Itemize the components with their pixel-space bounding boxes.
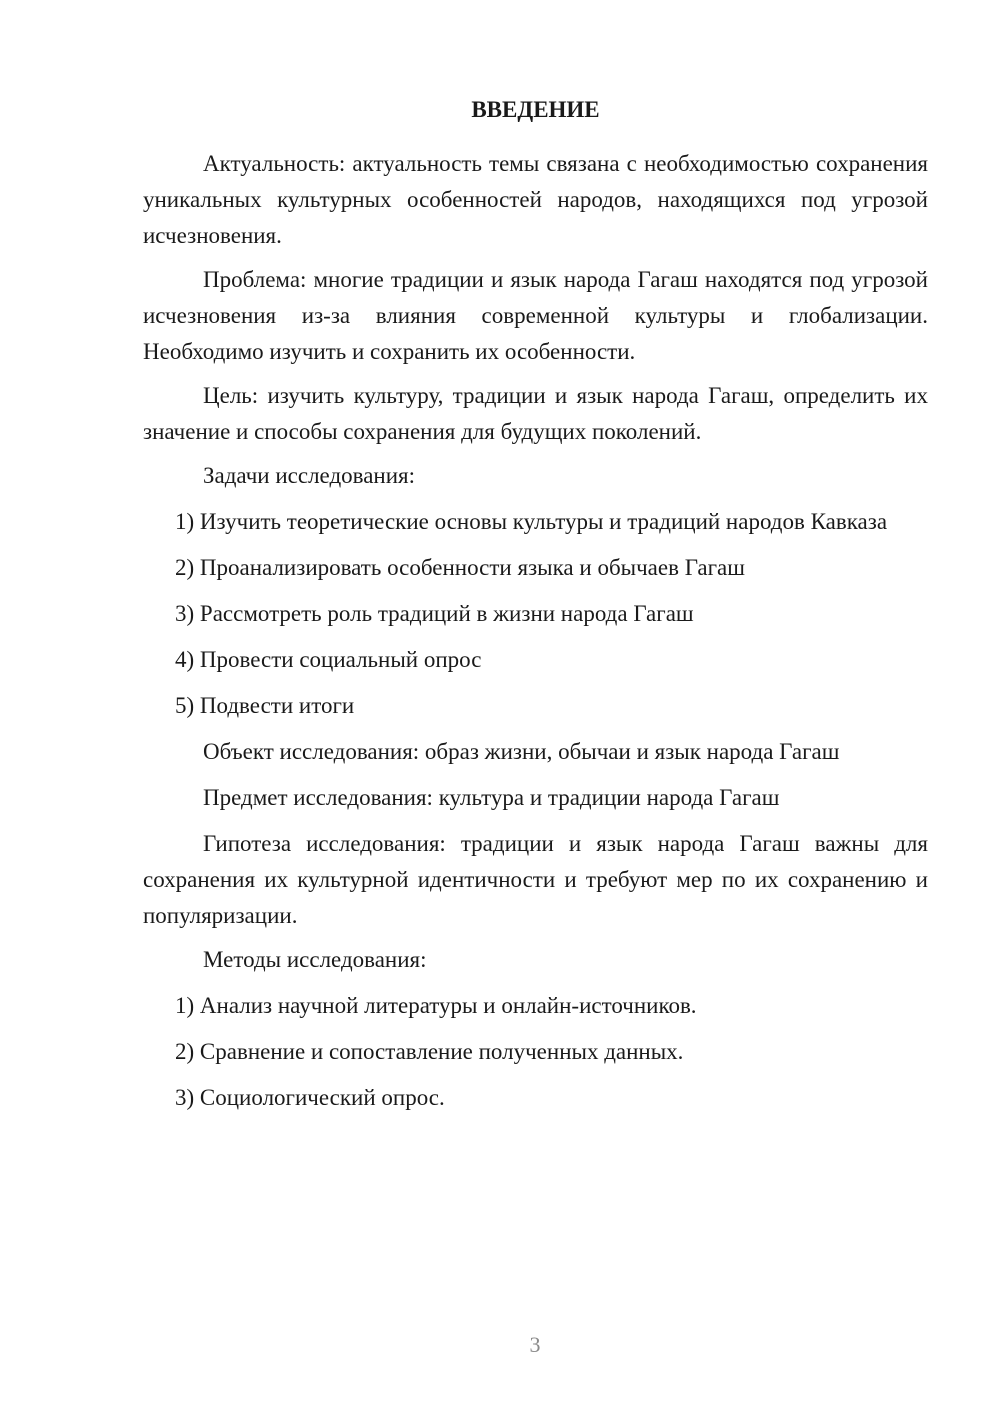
tasks-heading: Задачи исследования: <box>203 463 416 488</box>
hypothesis-paragraph: Гипотеза исследования: традиции и язык народа Гагаш важны для сохранения их культурной идентичности и требуют мер по их сохранению и популяризации. <box>143 831 928 928</box>
task-item: 2) Проанализировать особенности языка и обычаев Гагаш <box>175 555 745 580</box>
goal-paragraph: Цель: изучить культуру, традиции и язык народа Гагаш, определить их значение и способы сохранения для будущих поколений. <box>143 383 928 444</box>
task-item: 1) Изучить теоретические основы культуры и традиций народов Кавказа <box>175 509 888 534</box>
problem-paragraph: Проблема: многие традиции и язык народа Гагаш находятся под угрозой исчезновения из-за влияния современной культуры и глобализации. Необходимо изучить и сохранить их особенности. <box>143 267 928 364</box>
page-number: 3 <box>529 1332 541 1357</box>
relevance-paragraph: Актуальность: актуальность темы связана с необходимостью сохранения уникальных культурных особенностей народов, находящихся под угрозой исчезновения. <box>143 151 928 248</box>
methods-heading: Методы исследования: <box>203 947 427 972</box>
task-item: 5) Подвести итоги <box>175 693 355 718</box>
method-item: 3) Социологический опрос. <box>175 1085 445 1110</box>
method-item: 2) Сравнение и сопоставление полученных данных. <box>175 1039 684 1064</box>
task-item: 4) Провести социальный опрос <box>175 647 482 672</box>
task-item: 3) Рассмотреть роль традиций в жизни народа Гагаш <box>175 601 694 626</box>
method-item: 1) Анализ научной литературы и онлайн-источников. <box>175 993 697 1018</box>
document-page <box>143 92 928 1126</box>
subject-line: Предмет исследования: культура и традиции народа Гагаш <box>203 785 780 810</box>
object-line: Объект исследования: образ жизни, обычаи и язык народа Гагаш <box>203 739 840 764</box>
section-title: ВВЕДЕНИЕ <box>471 97 600 122</box>
